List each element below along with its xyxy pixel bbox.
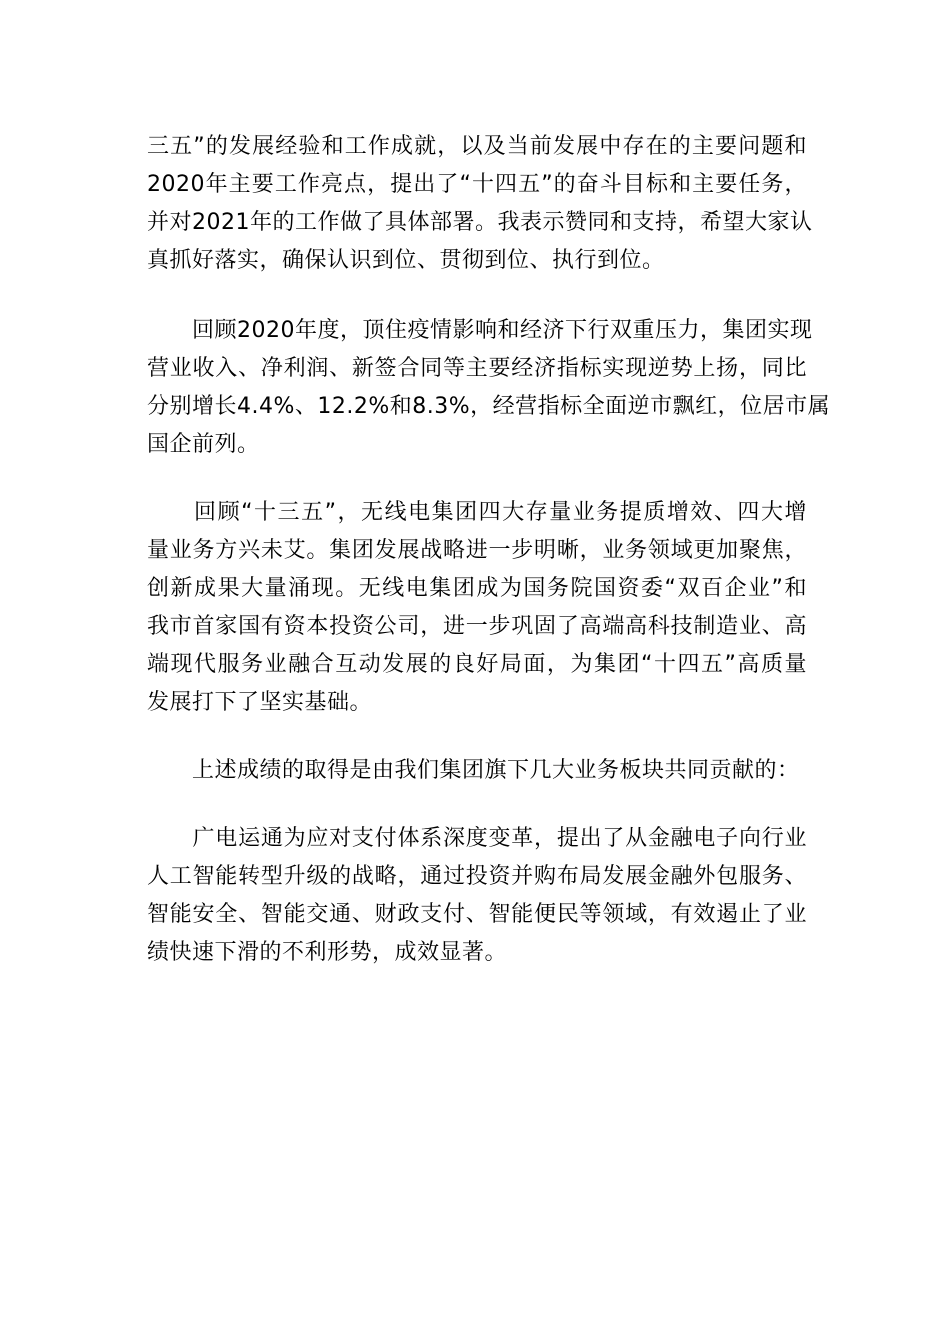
paragraph-4 — [147, 752, 807, 790]
text-line: 我市首家国有资本投资公司，进一步巩固了高端高科技制造业、高 — [147, 614, 807, 639]
text-line: 回顾“十三五”，无线电集团四大存量业务提质增效、四大增 — [147, 500, 807, 525]
text-line: 并对2021年的工作做了具体部署。我表示赞同和支持，希望大家认 — [147, 210, 813, 235]
text-line: 智能安全、智能交通、财政支付、智能便民等领域，有效遏止了业 — [147, 902, 807, 927]
text-line: 发展打下了坚实基础。 — [147, 690, 373, 715]
paragraph-1 — [147, 128, 813, 280]
text-line: 创新成果大量涌现。无线电集团成为国务院国资委“双百企业”和 — [147, 576, 807, 601]
text-line: 人工智能转型升级的战略，通过投资并购布局发展金融外包服务、 — [147, 864, 807, 889]
paragraph-3 — [147, 494, 807, 722]
text-line: 分别增长4.4%、12.2%和8.3%，经营指标全面逆市飘红，位居市属 — [147, 394, 831, 419]
text-line: 营业收入、净利润、新签合同等主要经济指标实现逆势上扬，同比 — [147, 356, 807, 381]
paragraph-2 — [147, 312, 831, 464]
text-line: 真抓好落实，确保认识到位、贯彻到位、执行到位。 — [147, 248, 665, 273]
text-line: 2020年主要工作亮点，提出了“十四五”的奋斗目标和主要任务， — [147, 172, 807, 197]
text-line: 三五”的发展经验和工作成就，以及当前发展中存在的主要问题和 — [147, 134, 807, 159]
text-line: 国企前列。 — [147, 432, 260, 457]
text-line: 上述成绩的取得是由我们集团旗下几大业务板块共同贡献的： — [147, 758, 800, 783]
text-line: 回顾2020年度，顶住疫情影响和经济下行双重压力，集团实现 — [147, 318, 813, 343]
text-line: 广电运通为应对支付体系深度变革，提出了从金融电子向行业 — [147, 826, 807, 851]
paragraph-5 — [147, 820, 807, 972]
document-body — [147, 128, 831, 1002]
text-line: 端现代服务业融合互动发展的良好局面，为集团“十四五”高质量 — [147, 652, 807, 677]
text-line: 量业务方兴未艾。集团发展战略进一步明晰，业务领域更加聚焦， — [147, 538, 807, 563]
text-line: 绩快速下滑的不利形势，成效显著。 — [147, 940, 508, 965]
